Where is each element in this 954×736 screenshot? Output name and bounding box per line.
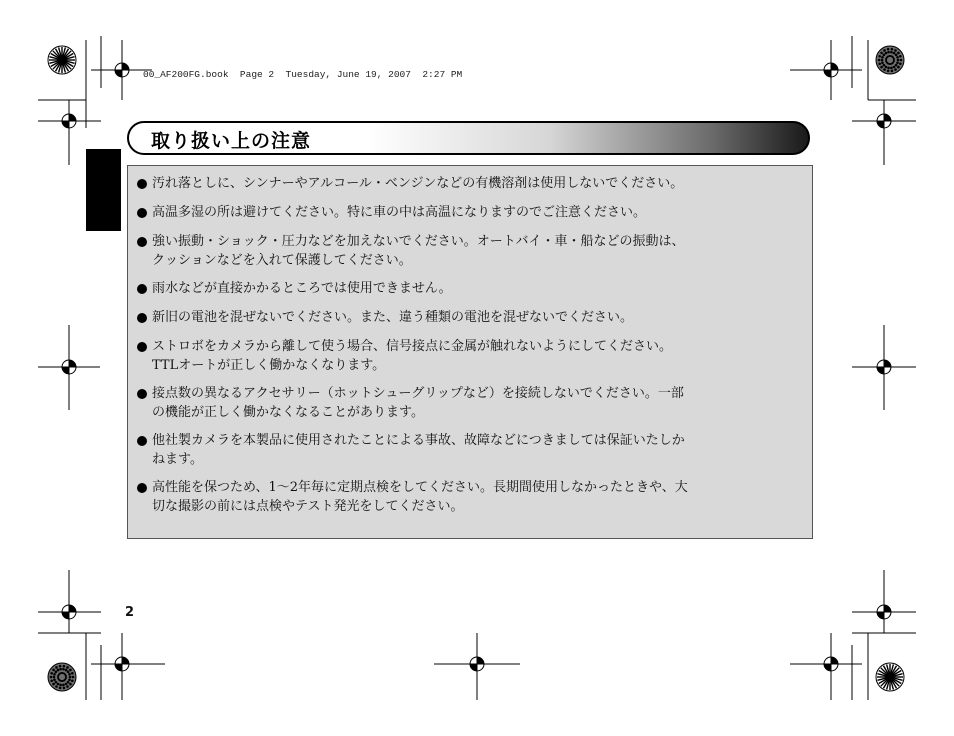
section-title-banner bbox=[127, 121, 810, 155]
caution-item bbox=[137, 308, 800, 327]
bullet-icon bbox=[137, 389, 147, 399]
bullet-icon bbox=[137, 208, 147, 218]
bullet-icon bbox=[137, 284, 147, 294]
side-index-tab bbox=[86, 149, 121, 231]
caution-line: TTLオートが正しく働かなくなります。 bbox=[152, 358, 386, 373]
caution-line: 新旧の電池を混ぜないでください。また、違う種類の電池を混ぜないでください。 bbox=[152, 310, 634, 325]
caution-item bbox=[137, 174, 800, 193]
section-title: 取り扱い上の注意 bbox=[151, 130, 312, 152]
caution-item bbox=[137, 279, 800, 298]
caution-item bbox=[137, 232, 800, 270]
caution-item bbox=[137, 431, 800, 469]
caution-item bbox=[137, 478, 800, 516]
bullet-icon bbox=[137, 436, 147, 446]
caution-box bbox=[127, 165, 813, 539]
caution-line: 雨水などが直接かかるところでは使用できません。 bbox=[152, 281, 452, 296]
caution-line: 他社製カメラを本製品に使用されたことによる事故、故障などにつきましては保証いたしか bbox=[152, 433, 685, 448]
caution-line: 切な撮影の前には点検やテスト発光をしてください。 bbox=[152, 499, 464, 514]
book-info-header: 00_AF200FG.book Page 2 Tuesday, June 19, 2007 2:27 PM bbox=[143, 69, 463, 80]
caution-line: の機能が正しく働かなくなることがあります。 bbox=[152, 405, 424, 420]
caution-line: ねます。 bbox=[152, 452, 203, 467]
bullet-icon bbox=[137, 342, 147, 352]
caution-line: 高性能を保つため、1～2年毎に定期点検をしてください。長期間使用しなかったときや、大 bbox=[152, 480, 688, 495]
bullet-icon bbox=[137, 179, 147, 189]
bullet-icon bbox=[137, 313, 147, 323]
caution-line: ストロボをカメラから離して使う場合、信号接点に金属が触れないようにしてください。 bbox=[152, 339, 673, 354]
page-number: 2 bbox=[125, 605, 135, 620]
caution-item bbox=[137, 337, 800, 375]
caution-line: クッションなどを入れて保護してください。 bbox=[152, 253, 412, 268]
bullet-icon bbox=[137, 483, 147, 493]
bullet-icon bbox=[137, 237, 147, 247]
caution-item bbox=[137, 203, 800, 222]
caution-item bbox=[137, 384, 800, 422]
caution-list bbox=[137, 174, 800, 516]
caution-line: 汚れ落としに、シンナーやアルコール・ベンジンなどの有機溶剤は使用しないでください。 bbox=[152, 176, 684, 191]
caution-line: 強い振動・ショック・圧力などを加えないでください。オートバイ・車・船などの振動は、 bbox=[152, 234, 685, 249]
caution-line: 高温多湿の所は避けてください。特に車の中は高温になりますのでご注意ください。 bbox=[152, 205, 647, 220]
caution-line: 接点数の異なるアクセサリー（ホットシューグリップなど）を接続しないでください。一部 bbox=[152, 386, 684, 401]
